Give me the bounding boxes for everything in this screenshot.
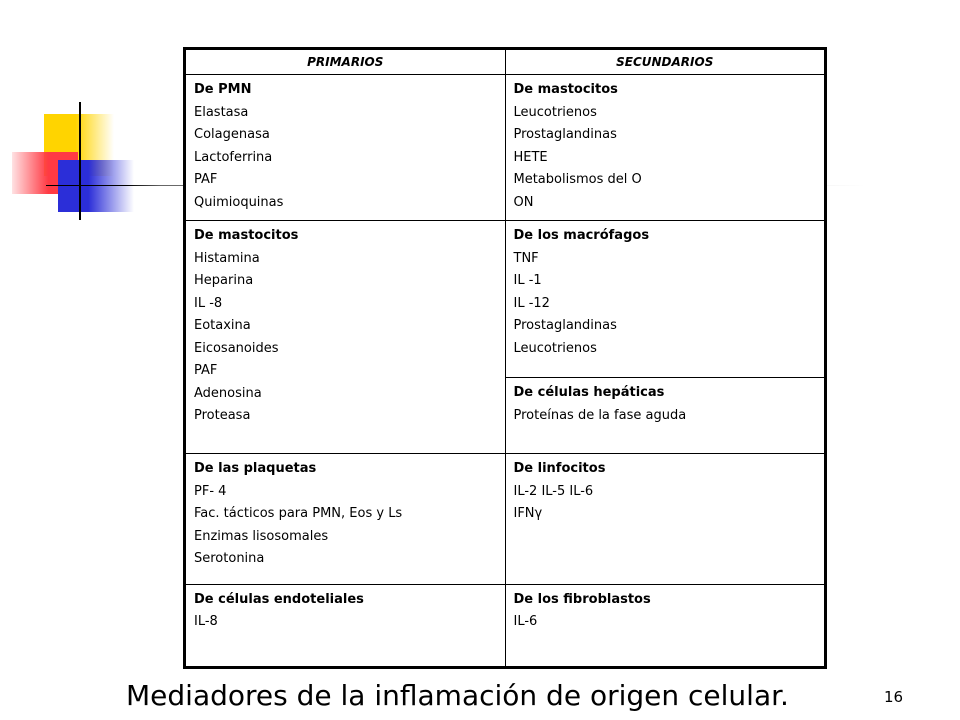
list-item: PAF — [194, 172, 218, 188]
table-row — [185, 221, 826, 378]
list-item: Elastasa — [194, 104, 249, 120]
cell-primarios-pmn — [185, 75, 506, 221]
list-item: Enzimas lisosomales — [194, 528, 329, 544]
list-item: Fac. tácticos para PMN, Eos y Ls — [194, 506, 403, 522]
list-item: TNF — [513, 250, 539, 266]
list-item: Metabolismos del O — [513, 172, 642, 188]
list-item: IL -1 — [513, 273, 542, 289]
list-item: IL-8 — [194, 614, 218, 630]
cell-secundarios-linfocitos — [505, 454, 826, 585]
mediators-table — [183, 47, 827, 669]
list-item: Colagenasa — [194, 127, 270, 143]
list-item: Histamina — [194, 250, 260, 266]
list-item: Leucotrienos — [513, 340, 597, 356]
cell-primarios-plaquetas — [185, 454, 506, 585]
list-item: Prostaglandinas — [513, 318, 617, 334]
group-title: De PMN — [194, 82, 252, 98]
cell-primarios-endoteliales — [185, 584, 506, 667]
cell-secundarios-fibroblastos — [505, 584, 826, 667]
list-item: HETE — [513, 149, 548, 165]
list-item: Lactoferrina — [194, 149, 273, 165]
list-item: Eotaxina — [194, 318, 251, 334]
page-number: 16 — [884, 688, 904, 706]
group-title: De los macrófagos — [513, 228, 650, 244]
group-title: De las plaquetas — [194, 461, 317, 477]
list-item: Serotonina — [194, 551, 265, 567]
group-title: De células endoteliales — [194, 591, 364, 607]
list-item: Heparina — [194, 273, 254, 289]
list-item: IL-2 IL-5 IL-6 — [513, 483, 594, 499]
table-row — [185, 75, 826, 221]
list-item: Adenosina — [194, 385, 262, 401]
list-item: Leucotrienos — [513, 104, 597, 120]
group-title: De linfocitos — [513, 461, 606, 477]
slide-caption: Mediadores de la inflamación de origen celular. — [126, 679, 789, 712]
list-item: Eicosanoides — [194, 340, 279, 356]
header-primarios: PRIMARIOS — [185, 49, 506, 75]
list-item: IFNγ — [513, 506, 543, 522]
list-item: PF- 4 — [194, 483, 227, 499]
list-item: Proteínas de la fase aguda — [513, 407, 687, 423]
decorative-vertical-line — [79, 102, 81, 220]
header-secundarios: SECUNDARIOS — [505, 49, 826, 75]
list-item: IL -12 — [513, 295, 550, 311]
list-item: PAF — [194, 363, 218, 379]
table-header-row — [185, 49, 826, 75]
cell-secundarios-mastocitos — [505, 75, 826, 221]
list-item: Proteasa — [194, 408, 251, 424]
cell-secundarios-hepaticas — [505, 378, 826, 454]
group-title: De los fibroblastos — [513, 591, 651, 607]
cell-primarios-mastocitos — [185, 221, 506, 454]
list-item: Quimioquinas — [194, 194, 284, 210]
cell-secundarios-macrofagos — [505, 221, 826, 378]
group-title: De mastocitos — [513, 82, 618, 98]
group-title: De mastocitos — [194, 228, 299, 244]
list-item: Prostaglandinas — [513, 127, 617, 143]
list-item: IL-6 — [513, 614, 538, 630]
table-row — [185, 454, 826, 585]
decorative-blue-square — [58, 160, 134, 212]
list-item: ON — [513, 194, 534, 210]
table-row — [185, 584, 826, 667]
group-title: De células hepáticas — [513, 385, 665, 401]
list-item: IL -8 — [194, 295, 223, 311]
